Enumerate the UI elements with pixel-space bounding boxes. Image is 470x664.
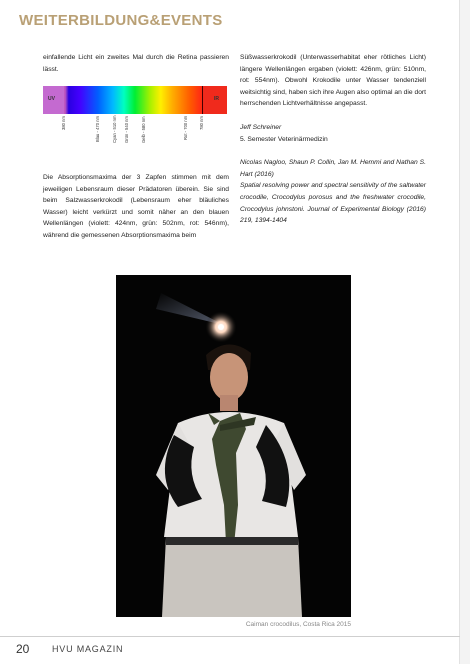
photo-caption: Caiman crocodilus, Costa Rica 2015: [245, 621, 351, 628]
author-role: 5. Semester Veterinärmedizin: [240, 135, 328, 143]
reference-authors: Nicolas Nagloo, Shaun P. Collin, Jan M. Hemmi and Nathan S. Hart (2016): [240, 159, 426, 178]
spectrum-tick: Grün - 540 nm: [124, 116, 129, 143]
spectrum-tick: Gelb - 580 nm: [141, 116, 146, 143]
reference-title: Spatial resolving power and spectral sensitivity of the saltwater crocodile, Crocodylus porosus and the freshwater crocodile, Crocodylus johnstoni. Journal of Experimental Biology (2016) 219, 1394-1404: [240, 182, 426, 225]
left-column-top: [43, 52, 229, 75]
spectrum-ir-label: IR: [214, 96, 219, 102]
right-column: [240, 52, 426, 227]
spectrum-tick: 780 nm: [199, 116, 204, 130]
light-spectrum-bar: [43, 86, 227, 114]
page-number: 20: [16, 642, 30, 656]
footer-divider: [0, 636, 460, 637]
spectrum-tick: 380 nm: [61, 116, 66, 130]
caiman-photo: [116, 275, 351, 617]
left-paragraph-2: Die Absorptionsmaxima der 3 Zapfen stimmen mit dem jeweiligen Lebensraum dieser Prädatoren überein. Sie sind beim Salzwasserkrokodil (Lebensraum eher bläuliches Wasser) leicht verkürzt und somit näher an den blauen Wellenlängen (violett: 424nm, grün: 502nm, rot: 546nm), während die gemessenen Absorptionsmaxima beim: [43, 174, 229, 239]
page-edge: [459, 0, 470, 664]
spectrum-tick: Rot - 700 nm: [183, 116, 188, 141]
spectrum-tick: Blau - 470 nm: [95, 116, 100, 143]
magazine-name: HVU MAGAZIN: [52, 644, 124, 654]
spectrum-tick: Cyan - 510 nm: [112, 116, 117, 144]
photo-illustration: [116, 275, 351, 617]
left-column-bottom: [43, 172, 229, 242]
left-paragraph-1: einfallende Licht ein zweites Mal durch die Retina passieren lässt.: [43, 54, 229, 73]
right-paragraph-1: Süßwasserkrokodil (Unterwasserhabitat eher rötliches Licht) längere Wellenlängen ergaben (violett: 426nm, grün: 510nm, rot: 554nm). Obwohl Krokodile unter Wasser tendenziell weitsichtig sind, haben sich ihre Augen also optimal an die dort herrschenden Lichtverhältnisse angepasst.: [240, 54, 426, 108]
spectrum-uv-label: UV: [48, 96, 55, 102]
author-name: Jeff Schreiner: [240, 123, 282, 131]
section-title: WEITERBILDUNG&EVENTS: [19, 12, 223, 29]
